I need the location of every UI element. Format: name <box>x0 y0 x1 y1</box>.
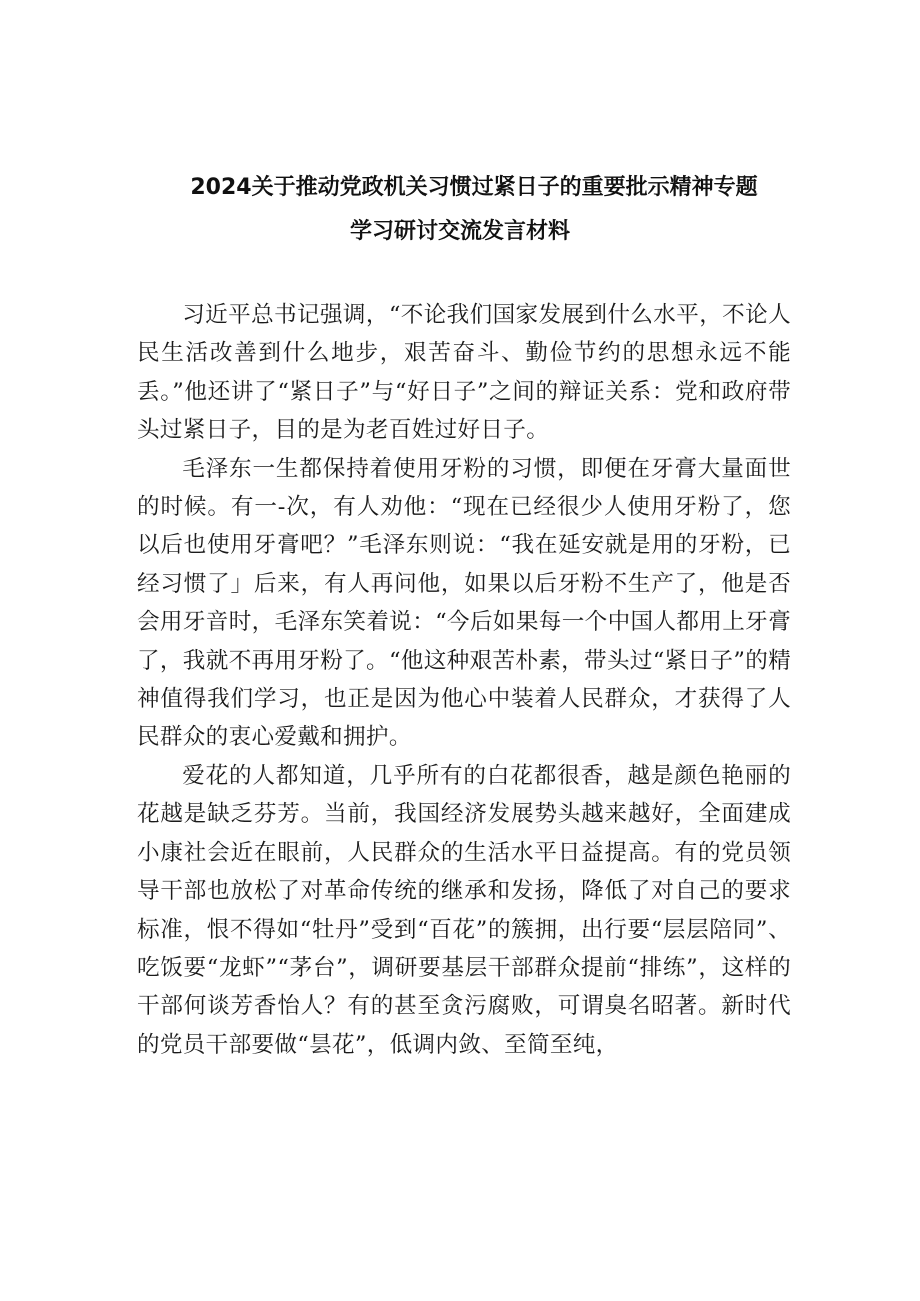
paragraph: 爱花的人都知道，几乎所有的白花都很香，越是颜色艳丽的花越是缺乏芬芳。当前，我国经济发展势头越来越好，全面建成小康社会近在眼前，人民群众的生活水平日益提高。有的党员领导干部也放松了对革命传统的继承和发扬，降低了对自己的要求标准，恨不得如“牡丹”受到“百花”的簇拥，出行要“层层陪同”、吃饭要“龙虾”“茅台”，调研要基层干部群众提前“排练”，这样的干部何谈芳香怡人？有的甚至贪污腐败，可谓臭名昭著。新时代的党员干部要做“昙花”，低调内敛、至简至纯， <box>137 762 791 1058</box>
document-body <box>137 296 791 1064</box>
paragraph: 习近平总书记强调，“不论我们国家发展到什么水平，不论人民生活改善到什么地步，艰苦奋斗、勤俭节约的思想永远不能丢。”他还讲了“紧日子”与“好日子”之间的辩证关系：党和政府带头过紧日子，目的是为老百姓过好日子。 <box>137 302 791 444</box>
document-title-line-2: 学习研讨交流发言材料 <box>349 219 570 244</box>
document-title-line-1: 2024关于推动党政机关习惯过紧日子的重要批示精神专题 <box>190 175 758 200</box>
paragraph: 毛泽东一生都保持着使用牙粉的习惯，即便在牙膏大量面世的时候。有一-次，有人劝他：“现在已经很少人使用牙粉了，您以后也使用牙膏吧？”毛泽东则说：“我在延安就是用的牙粉，已经习惯了」后来，有人再问他，如果以后牙粉不生产了，他是否会用牙音时，毛泽东笑着说：“今后如果每一个中国人都用上牙膏了，我就不再用牙粉了。“他这种艰苦朴素，带头过“紧日子”的精神值得我们学习，也正是因为他心中装着人民群众，才获得了人民群众的衷心爱戴和拥护。 <box>137 455 791 751</box>
